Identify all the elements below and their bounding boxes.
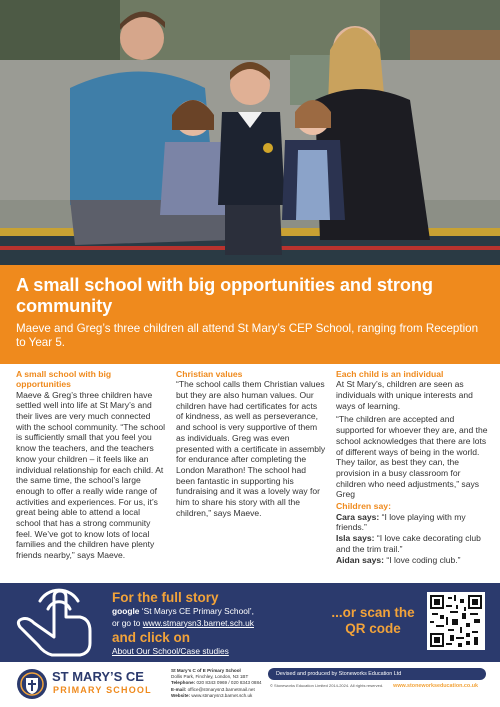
email-value: office@stmarysn3.barnetmail.net bbox=[186, 686, 255, 692]
tap-hand-icon bbox=[10, 587, 102, 664]
producer-text: Devised and produced by Stoneworks Education Ltd bbox=[276, 671, 402, 677]
child-quote bbox=[336, 533, 488, 554]
case-studies-link[interactable]: About Our School/Case studies bbox=[112, 646, 229, 656]
school-address-title: St Mary’s C of E Primary School bbox=[171, 668, 241, 673]
google-search-text: ‘St Marys CE Primary School’, bbox=[139, 606, 254, 616]
column-heading: Christian values bbox=[176, 369, 243, 379]
child-quote-text: “I love playing with my friends.” bbox=[336, 511, 466, 533]
tel-label: Telephone: bbox=[171, 680, 196, 686]
email-label: E-mail: bbox=[171, 686, 187, 692]
child-name: Aidan says: bbox=[336, 554, 384, 565]
cta-url-line bbox=[112, 618, 254, 629]
column-body: At St Mary’s, children are seen as individuals with unique interests and ways of learning. bbox=[336, 379, 473, 411]
scan-qr-text: ...or scan the QR code bbox=[331, 605, 415, 636]
school-logo-name: ST MARY’S CE bbox=[52, 669, 144, 684]
cta-click-heading: and click on bbox=[112, 630, 191, 645]
producer-link[interactable]: www.stoneworkseducation.co.uk bbox=[393, 683, 478, 689]
cta-text-block bbox=[112, 590, 254, 657]
column-christian-values bbox=[176, 369, 326, 581]
column-body: Maeve & Greg’s three children have settled well into life at St Mary’s and their lives are very much connected with the school community. “The school is sufficiently small that you feel you know the teachers, and the teachers know your children – it feels like an individual relationship for each child. At the same time, the school’s large enough to offer a really wide range of activities and experiences. For us, it’s great being able to attend a local school that has a strong community feel. We’ve got to know lots of local families and the children have plenty friends nearby,” says Maeve. bbox=[16, 389, 165, 561]
child-name: Cara says: bbox=[336, 511, 380, 522]
family-photo bbox=[0, 0, 500, 265]
school-logo-sub: PRIMARY SCHOOL bbox=[53, 685, 152, 695]
school-crest-icon bbox=[16, 668, 48, 705]
cta-link-line bbox=[112, 646, 254, 657]
page-subtitle: Maeve and Greg’s three children all attend St Mary’s CEP School, ranging from Reception to Year 5. bbox=[16, 322, 479, 349]
call-to-action-band bbox=[0, 583, 500, 662]
school-address: Dollis Park, Finchley, London, N3 1BT bbox=[171, 674, 249, 680]
column-body: “The children are accepted and supported for whoever they are, and the school acknowledges that there are lots of different ways of being in the world. They tailor, as best they can, the provision in a busy classroom for children who need adjustments,” says Greg bbox=[336, 414, 488, 500]
column-body: “The school calls them Christian values but they are also human values. Our children have had certificates for acts of kindness, as well as perseverance, and school is very supportive of them as individuals. Greg was even presented with a certificate in assembly for endurance after completing the London Marathon! The school had been fantastic in supporting his fundraising and it was a lovely way for him to share his story with all the children,” says Maeve. bbox=[176, 379, 326, 518]
web-label: Website: bbox=[171, 692, 191, 698]
child-quote-text: “I love coding club.” bbox=[386, 554, 461, 565]
child-quote bbox=[336, 555, 488, 566]
google-label: google bbox=[112, 606, 140, 616]
column-heading: A small school with big opportunities bbox=[16, 369, 112, 390]
child-quote bbox=[336, 512, 488, 533]
header-band bbox=[0, 265, 500, 364]
goto-text: or go to bbox=[112, 617, 143, 628]
copyright: © Stoneworks Education Limited 2014-2024. All rights reserved. bbox=[270, 683, 384, 688]
school-website-link[interactable]: www.stmarysn3.barnet.sch.uk bbox=[142, 617, 254, 628]
cta-heading: For the full story bbox=[112, 590, 219, 605]
cta-google-line bbox=[112, 606, 254, 617]
qr-code[interactable] bbox=[427, 592, 485, 650]
children-say-heading: Children say: bbox=[336, 501, 392, 512]
article-columns bbox=[16, 369, 488, 581]
column-small-school bbox=[16, 369, 166, 581]
column-heading: Each child is an individual bbox=[336, 369, 444, 379]
tel-value: 020 8343 0969 / 020 8343 0884 bbox=[195, 680, 262, 686]
child-quote-text: “I love cake decorating club and the trim trail.” bbox=[336, 533, 481, 554]
footer bbox=[0, 662, 500, 707]
page-title: A small school with big opportunities and strong community bbox=[16, 275, 433, 316]
web-value: www.stmarysn3.barnet.sch.uk bbox=[190, 692, 253, 698]
child-name: Isla says: bbox=[336, 533, 375, 544]
column-individual bbox=[336, 369, 488, 581]
school-contact bbox=[171, 668, 271, 699]
